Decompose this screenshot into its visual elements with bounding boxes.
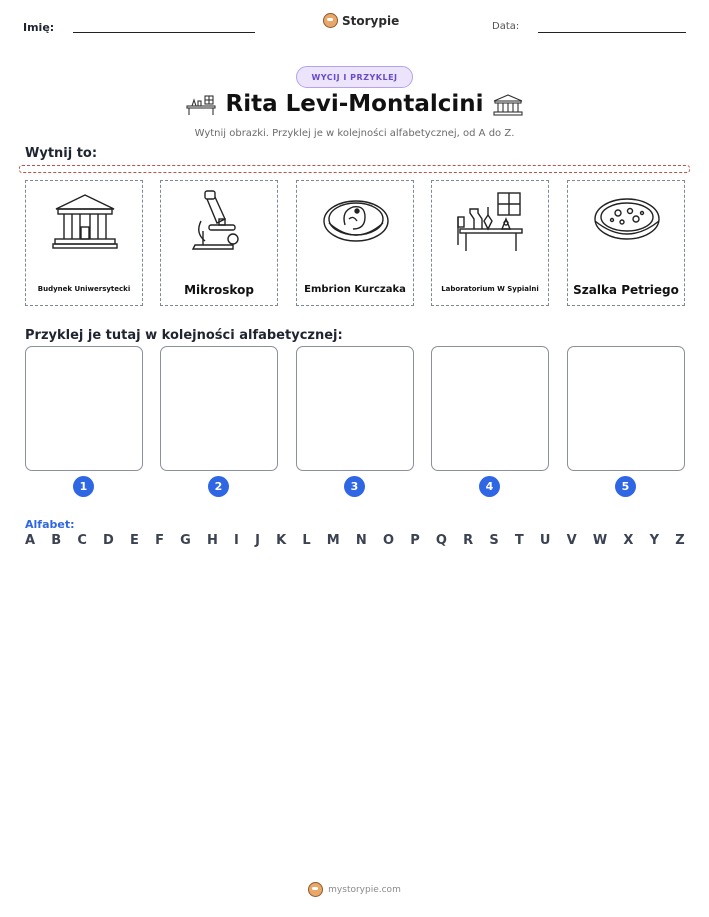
alphabet-heading: Alfabet: (25, 518, 75, 531)
alphabet-letter: Z (675, 533, 685, 548)
alphabet-letter: V (566, 533, 577, 548)
activity-badge: WYCIJ I PRZYKLEJ (296, 66, 413, 88)
bedroom-lab-icon (456, 189, 526, 255)
chicken-embryo-icon (321, 189, 391, 253)
petri-dish-icon (592, 189, 662, 253)
cut-card-microscope[interactable] (160, 180, 278, 306)
storypie-logo-icon (323, 13, 338, 28)
university-building-icon (50, 189, 120, 253)
paste-slot-1[interactable] (25, 346, 143, 471)
card-label: Mikroskop (184, 283, 254, 297)
alphabet-row (25, 533, 685, 548)
card-label: Budynek Uniwersytecki (37, 285, 131, 293)
alphabet-letter: B (51, 533, 62, 548)
slot-number-2: 2 (208, 476, 229, 497)
alphabet-letter: T (514, 533, 524, 548)
card-label: Laboratorium W Sypialni (441, 285, 539, 293)
alphabet-letter: H (206, 533, 218, 548)
cut-card-bedroom-lab[interactable] (431, 180, 549, 306)
alphabet-letter: C (77, 533, 87, 548)
alphabet-letter: F (155, 533, 164, 548)
storypie-logo (323, 13, 399, 28)
alphabet-letter: J (255, 533, 260, 548)
microscope-icon (185, 189, 255, 259)
logo-text: Storypie (342, 13, 400, 28)
alphabet-letter: D (103, 533, 114, 548)
page-title: Rita Levi-Montalcini (225, 91, 484, 117)
date-line (538, 32, 686, 33)
name-label: Imię: (23, 21, 55, 34)
cut-card-university[interactable] (25, 180, 143, 306)
cut-heading: Wytnij to: (25, 146, 98, 161)
slot-number-4: 4 (479, 476, 500, 497)
cut-line (19, 165, 690, 173)
alphabet-letter: Y (649, 533, 660, 548)
alphabet-letter: X (623, 533, 634, 548)
card-label: Embrion Kurczaka (304, 284, 406, 295)
alphabet-letter: G (180, 533, 191, 548)
university-building-icon (492, 94, 524, 120)
slot-number-1: 1 (73, 476, 94, 497)
cut-card-petri-dish[interactable] (567, 180, 685, 306)
alphabet-letter: N (355, 533, 367, 548)
alphabet-letter: K (276, 533, 287, 548)
paste-heading: Przyklej je tutaj w kolejności alfabetycznej: (25, 328, 343, 343)
alphabet-letter: O (382, 533, 395, 548)
cut-card-embryo[interactable] (296, 180, 414, 306)
date-label: Data: (492, 21, 520, 32)
alphabet-letter: A (25, 533, 36, 548)
storypie-logo-icon (308, 882, 323, 897)
alphabet-letter: P (410, 533, 420, 548)
footer (0, 882, 709, 897)
paste-slot-5[interactable] (567, 346, 685, 471)
alphabet-letter: I (234, 533, 239, 548)
alphabet-letter: E (130, 533, 139, 548)
alphabet-letter: W (592, 533, 608, 548)
paste-slot-2[interactable] (160, 346, 278, 471)
alphabet-letter: S (489, 533, 499, 548)
alphabet-letter: M (326, 533, 340, 548)
instructions: Wytnij obrazki. Przyklej je w kolejności alfabetycznej, od A do Z. (194, 128, 515, 139)
alphabet-letter: R (463, 533, 474, 548)
paste-slot-4[interactable] (431, 346, 549, 471)
slot-number-5: 5 (615, 476, 636, 497)
name-line (73, 32, 255, 33)
card-label: Szalka Petriego (573, 283, 679, 297)
alphabet-letter: U (539, 533, 551, 548)
footer-url[interactable]: mystorypie.com (328, 884, 401, 895)
alphabet-letter: Q (435, 533, 447, 548)
slot-number-3: 3 (344, 476, 365, 497)
alphabet-letter: L (302, 533, 311, 548)
paste-slot-3[interactable] (296, 346, 414, 471)
